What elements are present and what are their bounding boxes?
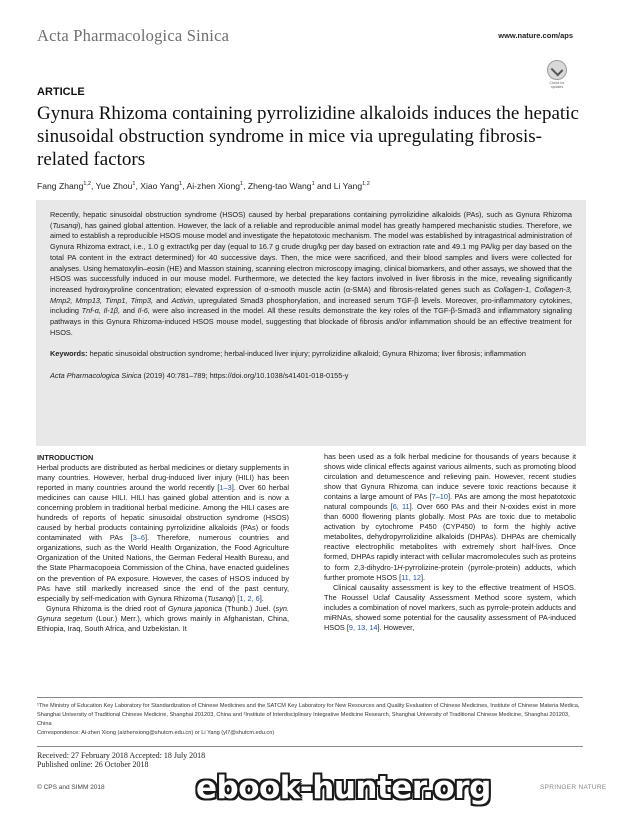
author-list: Fang Zhang$^{1,2}$, Yue Zhou$^1$, Xiao Yang$^1$, Ai-zhen Xiong$^1$, Zheng-tao Wang$^1$ and Li Yang$^{1,2}$ bbox=[37, 181, 370, 191]
abstract-box bbox=[36, 200, 586, 446]
introduction-column-right bbox=[324, 452, 576, 633]
reference-link[interactable]: 7–10 bbox=[431, 492, 448, 502]
journal-name: Acta Pharmacologica Sinica bbox=[37, 26, 230, 45]
watermark: ebook-hunter.org bbox=[196, 770, 491, 806]
publisher-logo: SPRINGER NATURE bbox=[540, 784, 607, 791]
reference-link[interactable]: 9, 13, 14 bbox=[348, 622, 378, 632]
published-date: Published online: 26 October 2018 bbox=[37, 760, 149, 769]
author[interactable]: Li Yang$^{1,2}$ bbox=[333, 181, 370, 191]
paragraph: Gynura Rhizoma is the dried root of Gynura japonica (Thunb.) Juel. (syn. Gynura segetum (Lour.) Merr.), which grows mainly in Afghanistan, China, Ethiopia, Iraq, South Africa, and Uzbekistan. It bbox=[37, 603, 289, 633]
section-heading-introduction: INTRODUCTION bbox=[37, 453, 94, 462]
paragraph: has been used as a folk herbal medicine for thousands of years because it shows wide clinical effects against various ailments, such as promoting blood circulation and detumescence and relieving pain. However, recent studies show that Gynura Rhizoma can induce severe toxic reactions because it contains a large amount of PAs [7–10]. PAs are among the most hepatotoxic natural compounds [6, 11]. Over 660 PAs and their N-oxides exist in more than 6000 flowering plants globally. Most PAs are toxic due to metabolic activation by cytochrome P450 (CYP450) to form the highly active metabolites, dehydropyrrolizidine alkaloids (DHPAs). DHPAs are chemically reactive electrophilic metabolites with extremely short half-lives. Once formed, DHPAs rapidly interact with cellular macromolecules such as proteins to form 2,3-dihydro-1H-pyrrolizine-protein (pyrrole-protein) adducts, which further promote HSOS [11, 12]. bbox=[324, 452, 576, 582]
abstract-text: Recently, hepatic sinusoidal obstruction syndrome (HSOS) caused by herbal preparations containing pyrrolizidine alkaloids (PAs), such as Gynura Rhizoma (Tusanqi), has gained global attention. However, the lack of a reliable and reproducible animal model has greatly hampered mechanistic studies. Therefore, we aimed to establish a reproducible HSOS mouse model and investigate the hepatotoxic mechanism. The model was established by intragastrical administration of Gynura Rhizoma extract, i.e., 1.0 g extract/kg per day (equal to 16.7 g crude drug/kg per day based on extraction rate and 49.1 mg PA/kg per day based on the total PA content in the extract determined) for 40 successive days. Then, the mice were sacrificed, and their blood samples and livers were collected for analyses. Using hematoxylin–eosin (HE) and Masson staining, scanning electron microscopy imaging, clinical biomarkers, and other assays, we showed that the HSOS was successfully induced in our mouse model. Furthermore, we detected the key factors involved in liver fibrosis in the mice, revealing significantly increased hydroxyproline concentration; elevated expression of α-smooth muscle actin (α-SMA) and fibrosis-related genes such as Collagen-1, Collagen-3, Mmp2, Mmp13, Timp1, Timp3, and Activin, upregulated Smad3 phosphorylation, and increased serum TGF-β levels. Moreover, pro-inflammatory cytokines, including Tnf-α, Il-1β, and Il-6, were also increased in the model. All these results demonstrate the key roles of the TGF-β-Smad3 and inflammatory signaling pathways in this Gynura Rhizoma-induced HSOS mouse model, suggesting that blockade of fibrosis and/or inflammation should be an effective treatment for HSOS. bbox=[50, 210, 572, 337]
crossmark-label: Check for updates bbox=[549, 81, 565, 89]
publication-dates bbox=[37, 751, 205, 769]
paragraph: Herbal products are distributed as herbal medicines or dietary supplements in many countries. However, herbal drug-induced liver injury (HILI) has been reported in many countries around the world recently [1–3]. Over 60 herbal medicines can cause HILI. HILI has gained global attention and is now a concerning problem in traditional herbal medicine. Among the HILI cases are hundreds of reports of hepatic sinusoidal obstruction syndrome (HSOS) caused by herbal products containing pyrrolizidine alkaloids (PAs) or foods contaminated with PAs [3–6]. Therefore, numerous countries and organizations, such as the World Health Organization, the Food Agriculture Organization of the United Nations, the German Federal Health Bureau, and the State Pharmacopoeia Commission of the China, have enacted guidelines on the prevention of PA exposure. However, the cases of HSOS induced by PAs have still markedly increased since the end of the past century, especially by self-medication with Gynura Rhizoma (Tusanqi) [1, 2, 6]. bbox=[37, 463, 289, 603]
reference-link[interactable]: 3–6 bbox=[132, 533, 145, 543]
paragraph: Clinical causality assessment is key to the effective treatment of HSOS. The Roussel Uclaf Causality Assessment Method score system, which includes a combination of novel markers, such as pyrrole-protein adducts and miRNAs, showed some potential for the causality assessment of PA-induced HSOS [9, 13, 14]. However, bbox=[324, 582, 576, 632]
introduction-column-left bbox=[37, 453, 289, 634]
citation-line: Acta Pharmacologica Sinica (2019) 40:781–789; https://doi.org/10.1038/s41401-018-0155-y bbox=[50, 371, 349, 381]
reference-link[interactable]: 1–3 bbox=[219, 483, 232, 493]
reference-link[interactable]: 1, 2, 6 bbox=[239, 593, 260, 603]
journal-website[interactable]: www.nature.com/aps bbox=[498, 31, 573, 40]
author[interactable]: Xiao Yang$^1$ bbox=[140, 181, 183, 191]
reference-link[interactable]: 11, 12 bbox=[401, 572, 422, 582]
author[interactable]: Zheng-tao Wang$^1$ bbox=[247, 181, 315, 191]
keywords: Keywords: hepatic sinusoidal obstruction syndrome; herbal-induced liver injury; pyrrolizidine alkaloid; Gynura Rhizoma; liver fibrosis; inflammation bbox=[50, 349, 526, 359]
received-accepted-dates: Received: 27 February 2018 Accepted: 18 July 2018 bbox=[37, 751, 206, 760]
dates-divider bbox=[37, 746, 583, 747]
author[interactable]: Yue Zhou$^1$ bbox=[95, 181, 136, 191]
author[interactable]: Ai-zhen Xiong$^1$ bbox=[186, 181, 244, 191]
crossmark-icon bbox=[547, 60, 567, 80]
article-type-label: ARTICLE bbox=[37, 86, 85, 98]
author[interactable]: Fang Zhang$^{1,2}$ bbox=[37, 181, 91, 191]
footnote-divider bbox=[37, 697, 583, 698]
reference-link[interactable]: 6, 11 bbox=[392, 502, 410, 512]
article-title: Gynura Rhizoma containing pyrrolizidine alkaloids induces the hepatic sinusoidal obstruction syndrome in mice via upregulating fibrosis-related factors bbox=[37, 103, 579, 170]
footnotes bbox=[37, 702, 585, 738]
correspondence: Correspondence: Ai-zhen Xiong (aizhenxiong@shutcm.edu.cn) or Li Yang (yl7@shutcm.edu.cn) bbox=[37, 730, 275, 736]
copyright: © CPS and SIMM 2018 bbox=[37, 784, 105, 791]
affiliations: ¹The Ministry of Education Key Laboratory for Standardization of Chinese Medicines and the SATCM Key Laboratory for New Resources and Quality Evaluation of Chinese Medicines, Institute of Chinese Materia Medica, Shanghai University of Traditional Chinese Medicine, Shanghai 201203, China and ²Institute of Interdisciplinary Integrative Medicine Research, Shanghai University of Traditional Chinese Medicine, Shanghai 201203, China bbox=[37, 703, 580, 727]
check-for-updates-badge[interactable] bbox=[544, 60, 570, 90]
